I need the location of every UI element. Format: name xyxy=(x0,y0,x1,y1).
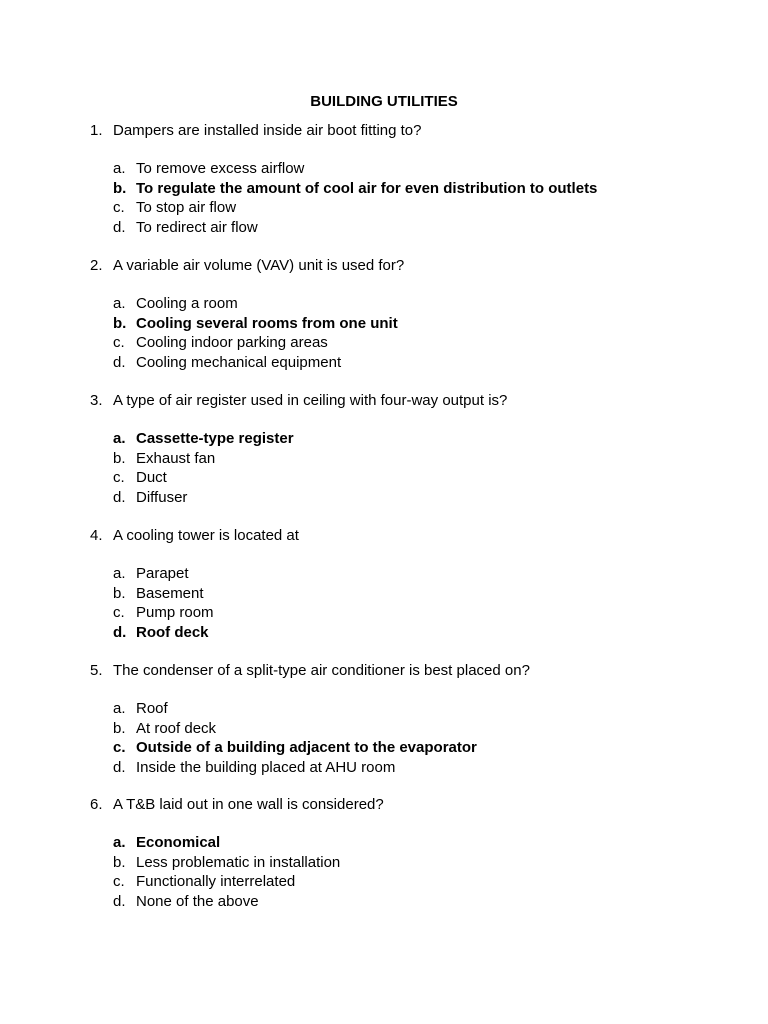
question-stem xyxy=(90,526,730,545)
choice-letter: b. xyxy=(113,719,126,737)
choice-list xyxy=(90,294,730,372)
question-number: 5. xyxy=(90,662,103,679)
choice-b xyxy=(113,719,730,739)
choice-text: Exhaust fan xyxy=(136,449,216,467)
question-6 xyxy=(90,795,730,911)
choice-list xyxy=(90,833,730,911)
choice-d xyxy=(113,218,730,238)
choice-d xyxy=(113,353,730,373)
question-number: 4. xyxy=(90,527,103,544)
question-number: 2. xyxy=(90,257,103,274)
choice-a xyxy=(113,564,730,584)
question-stem xyxy=(90,661,730,680)
choice-letter: d. xyxy=(113,892,126,910)
choice-list xyxy=(90,564,730,642)
question-4 xyxy=(90,526,730,642)
choice-b xyxy=(113,584,730,604)
choice-b-answer xyxy=(113,314,730,334)
choice-c xyxy=(113,468,730,488)
choice-text: Basement xyxy=(136,584,204,602)
choice-letter: b. xyxy=(113,584,126,602)
choice-c xyxy=(113,333,730,353)
choice-text: Less problematic in installation xyxy=(136,853,341,871)
choice-text: Inside the building placed at AHU room xyxy=(136,758,396,776)
question-text: A cooling tower is located at xyxy=(113,527,299,544)
choice-text: To regulate the amount of cool air for even distribution to outlets xyxy=(136,179,598,197)
question-text: The condenser of a split-type air conditioner is best placed on? xyxy=(113,662,530,679)
choice-list xyxy=(90,699,730,777)
choice-list xyxy=(90,159,730,237)
choice-list xyxy=(90,429,730,507)
choice-letter: c. xyxy=(113,873,125,890)
choice-d xyxy=(113,892,730,912)
choice-text: None of the above xyxy=(136,892,259,910)
choice-b xyxy=(113,449,730,469)
choice-text: To redirect air flow xyxy=(136,218,258,236)
choice-text: Economical xyxy=(136,834,221,851)
choice-c xyxy=(113,603,730,623)
choice-letter: c. xyxy=(113,739,126,756)
choice-letter: a. xyxy=(113,700,126,717)
choice-letter: a. xyxy=(113,430,126,447)
choice-text: Roof xyxy=(136,700,168,717)
choice-d xyxy=(113,758,730,778)
choice-letter: a. xyxy=(113,160,126,177)
choice-letter: c. xyxy=(113,334,125,351)
document-title: BUILDING UTILITIES xyxy=(310,93,458,110)
question-text: Dampers are installed inside air boot fitting to? xyxy=(113,122,422,139)
choice-letter: b. xyxy=(113,449,126,467)
question-3 xyxy=(90,391,730,507)
question-1 xyxy=(90,121,730,237)
choice-letter: d. xyxy=(113,758,126,776)
choice-letter: d. xyxy=(113,488,126,506)
choice-b xyxy=(113,853,730,873)
choice-letter: c. xyxy=(113,199,125,216)
choice-text: Diffuser xyxy=(136,488,188,506)
question-text: A variable air volume (VAV) unit is used for? xyxy=(113,257,405,274)
question-number: 6. xyxy=(90,796,103,813)
choice-letter: b. xyxy=(113,314,127,332)
choice-text: To remove excess airflow xyxy=(136,160,305,177)
choice-letter: b. xyxy=(113,853,126,871)
choice-text: To stop air flow xyxy=(136,199,237,216)
choice-text: Cassette-type register xyxy=(136,430,294,447)
question-stem xyxy=(90,795,730,814)
choice-a xyxy=(113,699,730,719)
question-stem xyxy=(90,121,730,140)
choice-letter: a. xyxy=(113,834,126,851)
choice-letter: b. xyxy=(113,179,127,197)
question-5 xyxy=(90,661,730,777)
choice-letter: a. xyxy=(113,565,126,582)
choice-letter: a. xyxy=(113,295,126,312)
choice-text: Cooling indoor parking areas xyxy=(136,334,328,351)
question-stem xyxy=(90,391,730,410)
question-text: A T&B laid out in one wall is considered? xyxy=(113,796,384,813)
question-2 xyxy=(90,256,730,372)
choice-a-answer xyxy=(113,429,730,449)
choice-c xyxy=(113,198,730,218)
choice-letter: d. xyxy=(113,218,126,236)
choice-letter: c. xyxy=(113,469,125,486)
choice-text: Cooling a room xyxy=(136,295,238,312)
choice-text: Cooling mechanical equipment xyxy=(136,353,342,371)
choice-c xyxy=(113,872,730,892)
question-number: 3. xyxy=(90,392,103,409)
choice-letter: d. xyxy=(113,353,126,371)
choice-d-answer xyxy=(113,623,730,643)
choice-d xyxy=(113,488,730,508)
choice-text: Pump room xyxy=(136,604,214,621)
choice-text: Parapet xyxy=(136,565,189,582)
choice-text: Outside of a building adjacent to the evaporator xyxy=(136,739,477,756)
choice-text: Roof deck xyxy=(136,623,209,641)
question-stem xyxy=(90,256,730,275)
choice-text: Functionally interrelated xyxy=(136,873,296,890)
choice-text: Duct xyxy=(136,469,167,486)
choice-a xyxy=(113,294,730,314)
choice-text: At roof deck xyxy=(136,719,217,737)
question-number: 1. xyxy=(90,122,103,139)
choice-c-answer xyxy=(113,738,730,758)
choice-a-answer xyxy=(113,833,730,853)
choice-letter: d. xyxy=(113,623,127,641)
choice-b-answer xyxy=(113,179,730,199)
choice-letter: c. xyxy=(113,604,125,621)
question-text: A type of air register used in ceiling with four-way output is? xyxy=(113,392,508,409)
choice-a xyxy=(113,159,730,179)
choice-text: Cooling several rooms from one unit xyxy=(136,314,398,332)
